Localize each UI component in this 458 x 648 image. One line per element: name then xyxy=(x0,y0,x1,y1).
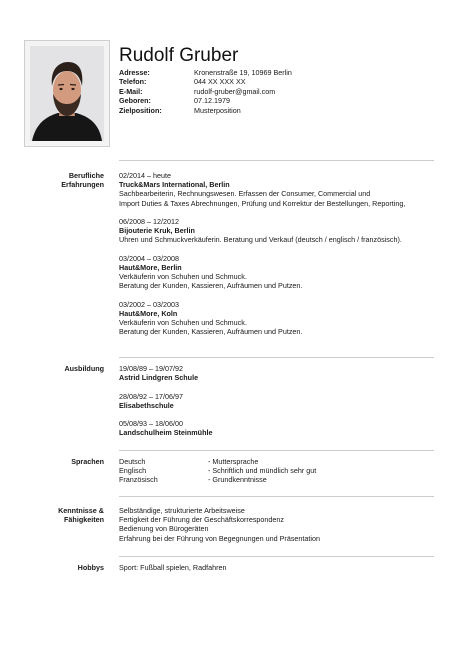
education-school: Landschulheim Steinmühle xyxy=(119,428,213,438)
contact-row-address xyxy=(119,68,292,77)
languages-list xyxy=(119,457,439,485)
contact-label: E-Mail: xyxy=(119,86,143,96)
candidate-name: Rudolf Gruber xyxy=(119,45,239,66)
language-name: Englisch xyxy=(119,466,147,476)
experience-description: Import Duties & Taxes Abrechnungen, Prüfung und Korrektur der Bestellungen, Reporting, xyxy=(119,198,406,208)
language-item xyxy=(119,457,439,466)
portrait-image xyxy=(30,46,104,141)
education-entry xyxy=(119,364,439,382)
section-title-line: Berufliche xyxy=(68,171,104,180)
section-title-line: Erfahrungen xyxy=(61,180,104,190)
experience-entry xyxy=(119,171,439,208)
contact-label: Adresse: xyxy=(119,68,150,77)
experience-entry xyxy=(119,254,439,291)
experience-company: Bijouterie Kruk, Berlin xyxy=(119,226,195,236)
language-level: - Schriftlich und mündlich sehr gut xyxy=(208,466,317,476)
experience-period: 03/2002 – 03/2003 xyxy=(119,299,179,309)
section-title-languages: Sprachen xyxy=(71,457,104,466)
profile-photo xyxy=(24,40,110,147)
section-divider xyxy=(119,496,434,497)
section-title-line: Fähigkeiten xyxy=(64,515,104,525)
experience-period: 02/2014 – heute xyxy=(119,171,171,180)
hobbies-text: Sport: Fußball spielen, Radfahren xyxy=(119,563,227,572)
education-list xyxy=(119,364,439,438)
experience-description: Verkäuferin von Schuhen und Schmuck. xyxy=(119,272,247,282)
section-divider xyxy=(119,556,434,557)
experience-company: Truck&Mars International, Berlin xyxy=(119,180,230,190)
experience-description: Verkäuferin von Schuhen und Schmuck. xyxy=(119,318,247,328)
section-divider xyxy=(119,160,434,161)
section-title-education: Ausbildung xyxy=(64,364,104,373)
skill-item: Fertigkeit der Führung der Geschäftskorrespondenz xyxy=(119,515,284,525)
education-school: Elisabethschule xyxy=(119,400,174,410)
experience-list xyxy=(119,171,439,337)
contact-value: Kronenstraße 19, 10969 Berlin xyxy=(194,68,292,77)
section-title-hobbies: Hobbys xyxy=(77,563,104,572)
language-level: - Grundkenntnisse xyxy=(208,475,267,485)
education-period: 28/08/92 – 17/06/97 xyxy=(119,391,183,401)
experience-period: 03/2004 – 03/2008 xyxy=(119,253,179,263)
experience-entry xyxy=(119,217,439,245)
section-title-skills xyxy=(24,506,104,524)
contact-label: Telefon: xyxy=(119,77,147,87)
contact-row-email xyxy=(119,87,292,96)
education-entry xyxy=(119,419,439,437)
experience-description: Sachbearbeiterin, Rechnungswesen. Erfassen der Consumer, Commercial und xyxy=(119,189,371,199)
skill-item: Erfahrung bei der Führung von Begegnungen und Präsentation xyxy=(119,533,320,543)
experience-company: Haut&More, Koln xyxy=(119,309,178,318)
education-period: 19/08/89 – 19/07/92 xyxy=(119,364,183,373)
skill-item: Bedienung von Bürogeräten xyxy=(119,524,209,534)
contact-details xyxy=(119,68,292,115)
language-name: Französisch xyxy=(119,475,158,485)
experience-description: Beratung der Kunden, Kassieren, Aufräumen und Putzen. xyxy=(119,281,303,291)
contact-value: rudolf-gruber@gmail.com xyxy=(194,86,276,96)
contact-row-target-position xyxy=(119,106,292,115)
experience-company: Haut&More, Berlin xyxy=(119,263,182,272)
contact-row-birthdate xyxy=(119,96,292,105)
language-item xyxy=(119,466,439,475)
skill-item: Selbständige, strukturierte Arbeitsweise xyxy=(119,506,245,515)
contact-row-phone xyxy=(119,77,292,86)
section-divider xyxy=(119,357,434,358)
experience-period: 06/2008 – 12/2012 xyxy=(119,217,179,226)
contact-value: 07.12.1979 xyxy=(194,96,230,106)
contact-label: Zielposition: xyxy=(119,105,162,115)
contact-label: Geboren: xyxy=(119,96,151,106)
language-level: - Muttersprache xyxy=(208,457,259,466)
experience-entry xyxy=(119,300,439,337)
contact-value: Musterposition xyxy=(194,105,241,115)
experience-description: Uhren und Schmuckverkäuferin. Beratung und Verkauf (deutsch / englisch / französisch). xyxy=(119,235,402,245)
education-school: Astrid Lindgren Schule xyxy=(119,373,199,383)
section-title-experience xyxy=(24,171,104,189)
education-entry xyxy=(119,392,439,410)
skills-list xyxy=(119,506,439,543)
section-divider xyxy=(119,450,434,451)
language-name: Deutsch xyxy=(119,457,146,466)
contact-value: 044 XX XXX XX xyxy=(194,77,246,87)
section-title-line: Kenntnisse & xyxy=(58,506,104,515)
experience-description: Beratung der Kunden, Kassieren, Aufräumen und Putzen. xyxy=(119,327,303,337)
education-period: 05/08/93 – 18/06/00 xyxy=(119,419,183,429)
language-item xyxy=(119,475,439,484)
